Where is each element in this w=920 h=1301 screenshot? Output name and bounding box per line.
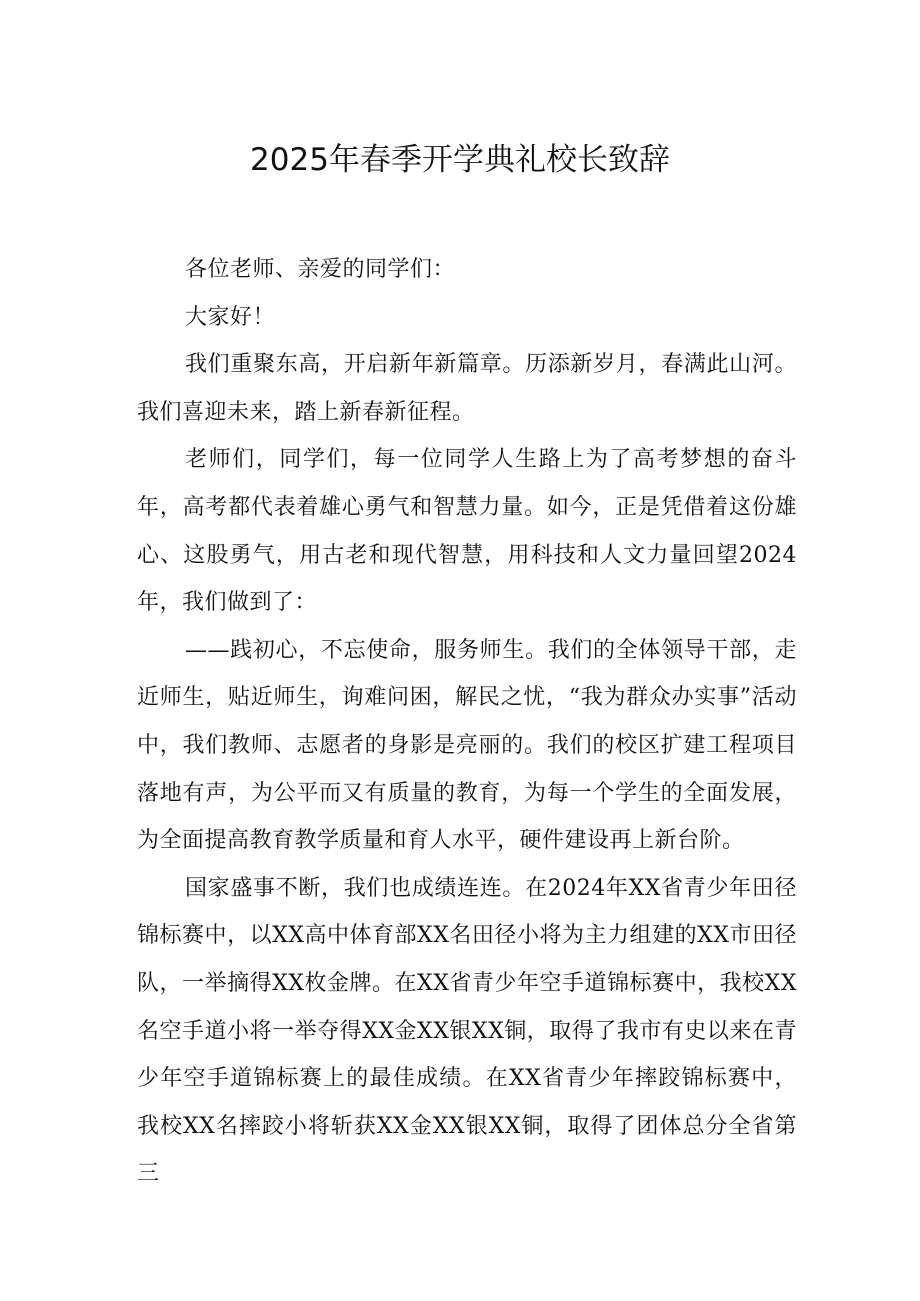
document-body	[137, 246, 797, 1198]
body-paragraph: 国家盛事不断，我们也成绩连连。在2024年XX省青少年田径锦标赛中，以XX高中体育部XX名田径小将为主力组建的XX市田径队，一举摘得XX枚金牌。在XX省青少年空手道锦标赛中，我校XX名空手道小将一举夺得XX金XX银XX铜，取得了我市有史以来在青少年空手道锦标赛上的最佳成绩。在XX省青少年摔跤锦标赛中，我校XX名摔跤小将斩获XX金XX银XX铜，取得了团体总分全省第三	[137, 875, 797, 1187]
document-title: 2025年春季开学典礼校长致辞	[250, 142, 670, 178]
body-paragraph: 我们重聚东高，开启新年新篇章。历添新岁月，春满此山河。我们喜迎未来，踏上新春新征程。	[137, 352, 797, 425]
body-paragraph: ——践初心，不忘使命，服务师生。我们的全体领导干部，走近师生，贴近师生，询难问困，解民之忧，“我为群众办实事”活动中，我们教师、志愿者的身影是亮丽的。我们的校区扩建工程项目落地有声，为公平而又有质量的教育，为每一个学生的全面发展，为全面提高教育教学质量和育人水平，硬件建设再上新台阶。	[137, 637, 797, 854]
greeting-paragraph: 大家好！	[185, 304, 276, 330]
body-paragraph: 老师们，同学们，每一位同学人生路上为了高考梦想的奋斗年，高考都代表着雄心勇气和智慧力量。如今，正是凭借着这份雄心、这股勇气，用古老和现代智慧，用科技和人文力量回望2024年，我们做到了：	[137, 447, 797, 616]
salutation-paragraph: 各位老师、亲爱的同学们：	[185, 257, 456, 282]
